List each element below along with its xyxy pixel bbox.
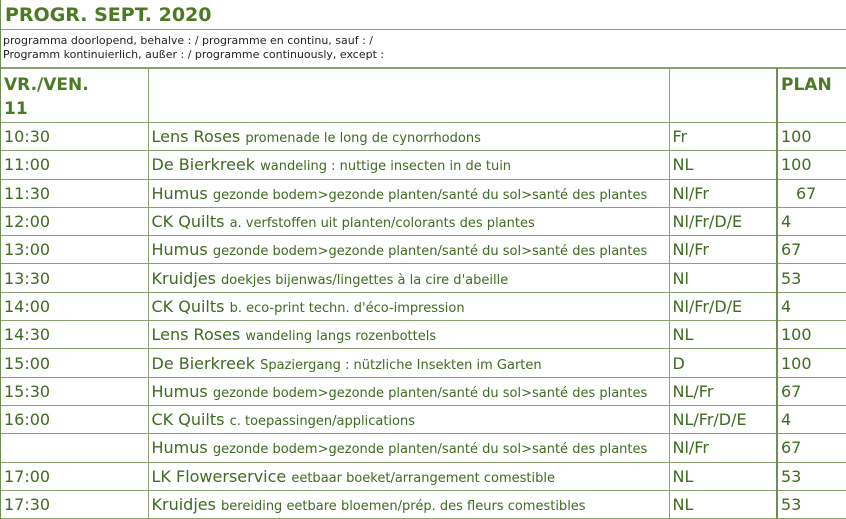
table-header-row <box>1 69 846 123</box>
table-row <box>1 151 846 179</box>
plan-cell: 67 <box>777 434 846 462</box>
plan-cell: 53 <box>777 490 846 518</box>
day-label: VR./VEN. <box>4 75 89 95</box>
organizer-name: CK Quilts <box>151 296 225 316</box>
plan-cell: 4 <box>777 405 846 433</box>
activity-cell <box>148 405 669 433</box>
language-cell: NL <box>669 151 777 179</box>
plan-cell: 67 <box>777 236 846 264</box>
table-row <box>1 321 846 349</box>
table-row <box>1 236 846 264</box>
organizer-name: CK Quilts <box>151 212 225 232</box>
language-cell: Nl/Fr/D/E <box>669 292 777 320</box>
language-cell: Nl/Fr <box>669 179 777 207</box>
activity-cell <box>148 349 669 377</box>
time-cell <box>1 434 148 462</box>
plan-cell: 4 <box>777 207 846 235</box>
time-cell: 15:00 <box>1 349 148 377</box>
table-row <box>1 462 846 490</box>
language-header <box>669 69 777 123</box>
table-row <box>1 349 846 377</box>
plan-cell: 67 <box>777 179 846 207</box>
organizer-name: Lens Roses <box>151 127 241 147</box>
activity-description: wandeling langs rozenbottels <box>245 329 437 345</box>
organizer-name: Kruidjes <box>151 495 216 514</box>
activity-cell <box>148 321 669 349</box>
activity-description: eetbaar boeket/arrangement comestible <box>291 470 555 486</box>
time-cell: 10:30 <box>1 123 148 151</box>
language-cell: Nl/Fr/D/E <box>669 207 777 235</box>
time-cell: 17:00 <box>1 462 148 490</box>
activity-cell <box>148 123 669 151</box>
time-cell: 13:30 <box>1 264 148 292</box>
program-notes <box>1 30 846 68</box>
day-number: 11 <box>4 99 28 119</box>
table-row <box>1 405 846 433</box>
language-cell: NL/Fr/D/E <box>669 405 777 433</box>
activity-description: doekjes bijenwas/lingettes à la cire d'abeille <box>221 272 509 288</box>
organizer-name: De Bierkreek <box>151 353 256 373</box>
organizer-name: LK Flowerservice <box>151 466 287 486</box>
language-cell: NL <box>669 321 777 349</box>
organizer-name: CK Quilts <box>151 410 225 430</box>
activity-description: gezonde bodem>gezonde planten/santé du sol>santé des plantes <box>212 442 648 458</box>
language-cell: NL <box>669 490 777 518</box>
table-row <box>1 123 846 151</box>
program-title: PROGR. SEPT. 2020 <box>1 0 846 30</box>
language-cell: Nl/Fr <box>669 236 777 264</box>
table-row <box>1 377 846 405</box>
plan-cell: 100 <box>777 123 846 151</box>
organizer-name: Humus <box>151 381 208 401</box>
plan-header: PLAN <box>777 69 846 123</box>
note-line-2: Programm kontinuierlich, außer : / programme continuously, except : <box>3 48 385 61</box>
language-cell: Nl/Fr <box>669 434 777 462</box>
activity-header <box>148 69 669 123</box>
time-cell: 11:00 <box>1 151 148 179</box>
time-cell: 15:30 <box>1 377 148 405</box>
time-cell: 17:30 <box>1 490 148 518</box>
organizer-name: Lens Roses <box>151 325 241 345</box>
activity-description: c. toepassingen/applications <box>229 414 416 430</box>
table-row <box>1 490 846 518</box>
activity-cell <box>148 292 669 320</box>
activity-cell <box>148 490 669 518</box>
activity-description: gezonde bodem>gezonde planten/santé du sol>santé des plantes <box>212 187 648 203</box>
language-cell: D <box>669 349 777 377</box>
activity-description: a. verfstoffen uit planten/colorants des plantes <box>229 216 535 232</box>
time-cell: 14:00 <box>1 292 148 320</box>
organizer-name: De Bierkreek <box>151 155 256 175</box>
organizer-name: Humus <box>151 240 208 260</box>
plan-cell: 53 <box>777 264 846 292</box>
activity-cell <box>148 207 669 235</box>
activity-cell <box>148 377 669 405</box>
note-line-1: programma doorlopend, behalve : / programme en continu, sauf : / <box>3 34 373 47</box>
table-row <box>1 207 846 235</box>
activity-cell <box>148 434 669 462</box>
organizer-name: Humus <box>151 438 208 458</box>
activity-description: Spaziergang : nützliche Insekten im Garten <box>260 357 542 373</box>
activity-description: gezonde bodem>gezonde planten/santé du sol>santé des plantes <box>212 244 648 260</box>
plan-cell: 53 <box>777 462 846 490</box>
time-cell: 14:30 <box>1 321 148 349</box>
plan-cell: 67 <box>777 377 846 405</box>
activity-cell <box>148 179 669 207</box>
table-row <box>1 264 846 292</box>
time-cell: 16:00 <box>1 405 148 433</box>
language-cell: Fr <box>669 123 777 151</box>
schedule-table <box>1 68 846 519</box>
language-cell: NL/Fr <box>669 377 777 405</box>
table-row <box>1 292 846 320</box>
organizer-name: Kruidjes <box>151 268 216 288</box>
plan-cell: 4 <box>777 292 846 320</box>
activity-description: bereiding eetbare bloemen/prép. des fleurs comestibles <box>221 499 586 514</box>
plan-cell: 100 <box>777 151 846 179</box>
table-row <box>1 434 846 462</box>
activity-description: promenade le long de cynorrhodons <box>245 131 481 147</box>
time-cell: 11:30 <box>1 179 148 207</box>
time-cell: 12:00 <box>1 207 148 235</box>
day-header <box>1 69 148 123</box>
activity-description: b. eco-print techn. d'éco-impression <box>229 300 465 316</box>
plan-cell: 100 <box>777 321 846 349</box>
activity-cell <box>148 236 669 264</box>
plan-cell: 100 <box>777 349 846 377</box>
activity-cell <box>148 264 669 292</box>
time-cell: 13:00 <box>1 236 148 264</box>
language-cell: Nl <box>669 264 777 292</box>
activity-cell <box>148 151 669 179</box>
activity-cell <box>148 462 669 490</box>
language-cell: NL <box>669 462 777 490</box>
organizer-name: Humus <box>151 183 208 203</box>
activity-description: gezonde bodem>gezonde planten/santé du sol>santé des plantes <box>212 385 648 401</box>
table-row <box>1 179 846 207</box>
activity-description: wandeling : nuttige insecten in de tuin <box>260 159 512 175</box>
